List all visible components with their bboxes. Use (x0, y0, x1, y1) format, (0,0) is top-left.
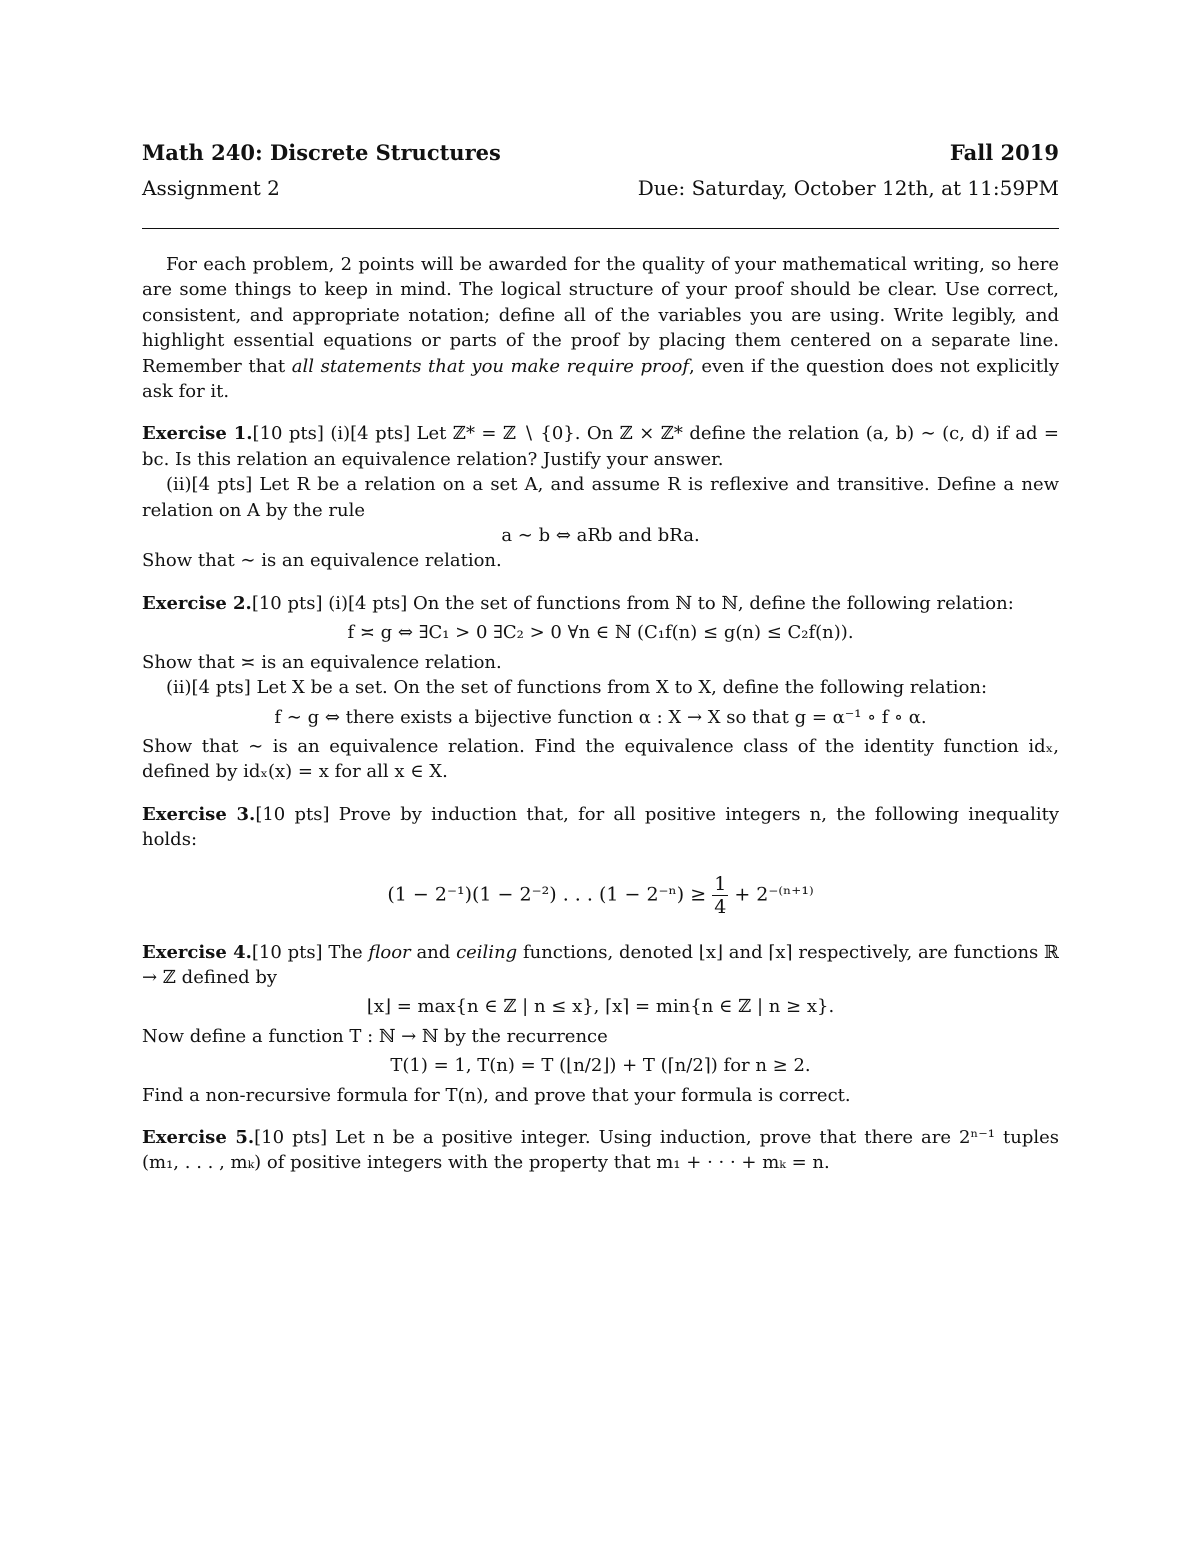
exercise-2-line3: (ii)[4 pts] Let X be a set. On the set of functions from X to X, define the following relation: (166, 677, 988, 699)
exercise-2 (142, 591, 1059, 785)
exercise-3 (142, 802, 1059, 918)
exercise-1-title: Exercise 1. (142, 423, 253, 445)
exercise-3-title: Exercise 3. (142, 803, 256, 825)
inequality-left: (1 − 2⁻¹)(1 − 2⁻²) . . . (1 − 2⁻ⁿ) ≥ (387, 883, 707, 906)
intro-part2: , even if the question does not explicitly ask for it. (142, 355, 1060, 403)
exercise-5 (142, 1125, 1059, 1176)
document-body (142, 252, 1059, 1176)
assignment-label: Assignment 2 (142, 176, 280, 200)
header-row-2 (142, 176, 1059, 200)
exercise-4-equation-2: T(1) = 1, T(n) = T (⌊n/2⌋) + T (⌈n/2⌉) for n ≥ 2. (390, 1055, 811, 1077)
exercise-1-equation: a ∼ b ⇔ aRb and bRa. (501, 525, 700, 547)
exercise-1-line1: [10 pts] (i)[4 pts] Let ℤ* = ℤ ∖ {0}. On ℤ × ℤ* define the relation (a, b) ∼ (c, d) if ad = bc. Is this relation an equivalence relation? Justify your answer. (142, 423, 1059, 470)
exercise-4-title: Exercise 4. (142, 941, 252, 963)
exercise-3-line1: [10 pts] Prove by induction that, for all positive integers n, the following inequality holds: (142, 803, 1060, 851)
exercise-4-equation-1: ⌊x⌋ = max{n ∈ ℤ | n ≤ x}, ⌈x⌉ = min{n ∈ ℤ | n ≥ x}. (366, 996, 835, 1018)
exercise-4-line3: Find a non-recursive formula for T(n), and prove that your formula is correct. (142, 1084, 851, 1106)
inequality-right: + 2⁻⁽ⁿ⁺¹⁾ (734, 883, 814, 906)
exercise-4-line1-c: functions, denoted ⌊x⌋ and ⌈x⌉ respectively, are functions ℝ → ℤ defined by (142, 941, 1060, 988)
exercise-1-line3: Show that ∼ is an equivalence relation. (142, 550, 502, 572)
header-divider (142, 228, 1059, 229)
header-row-1 (142, 140, 1059, 165)
exercise-1-line2: (ii)[4 pts] Let R be a relation on a set A, and assume R is reflexive and transitive. Define a new relation on A by the rule (142, 474, 1059, 521)
exercise-2-equation-1: f ≍ g ⇔ ∃C₁ > 0 ∃C₂ > 0 ∀n ∈ ℕ (C₁f(n) ≤ g(n) ≤ C₂f(n)). (347, 622, 854, 644)
fraction-denominator: 4 (714, 895, 727, 918)
term-label: Fall 2019 (949, 140, 1059, 165)
exercise-2-line1: [10 pts] (i)[4 pts] On the set of functions from ℕ to ℕ, define the following relation: (251, 592, 1014, 614)
exercise-4-line1-a: [10 pts] The (251, 941, 369, 963)
exercise-2-line4: Show that ∼ is an equivalence relation. Find the equivalence class of the identity function idₓ, defined by idₓ(x) = x for all x ∈ X. (142, 735, 1059, 783)
intro-emphasis: all statements that you make require proof (291, 355, 690, 377)
exercise-2-line2: Show that ≍ is an equivalence relation. (142, 651, 502, 673)
intro-part1: For each problem, 2 points will be awarded for the quality of your mathematical writing, so here are some things to keep in mind. The logical structure of your proof should be clear. Use correct, consistent, and appropriate notation; define all of the variables you are using. Write legibly, and highlight essential equations or parts of the proof by placing them centered on a separate line. Remember that (142, 254, 1059, 377)
exercise-4-line2: Now define a function T : ℕ → ℕ by the recurrence (142, 1025, 608, 1047)
course-title: Math 240: Discrete Structures (142, 140, 501, 165)
fraction-numerator: 1 (714, 872, 727, 895)
ceiling-word: ceiling (456, 941, 518, 963)
exercise-2-equation-2: f ∼ g ⇔ there exists a bijective function α : X → X so that g = α⁻¹ ∘ f ∘ α. (274, 706, 927, 728)
exercise-5-title: Exercise 5. (142, 1126, 255, 1148)
exercise-2-title: Exercise 2. (142, 592, 252, 614)
exercise-4 (142, 940, 1059, 1108)
exercise-5-line1: [10 pts] Let n be a positive integer. Using induction, prove that there are 2ⁿ⁻¹ tuples (m₁, . . . , mₖ) of positive integers with the property that m₁ + · · · + mₖ = n. (142, 1126, 1060, 1174)
exercise-4-line1-b: and (410, 941, 457, 963)
exercise-1 (142, 421, 1059, 573)
intro-paragraph (142, 252, 1059, 404)
due-date: Due: Saturday, October 12th, at 11:59PM (637, 176, 1059, 200)
floor-word: floor (368, 941, 411, 963)
fraction-one-quarter (712, 873, 728, 918)
exercise-3-inequality (142, 873, 1059, 918)
